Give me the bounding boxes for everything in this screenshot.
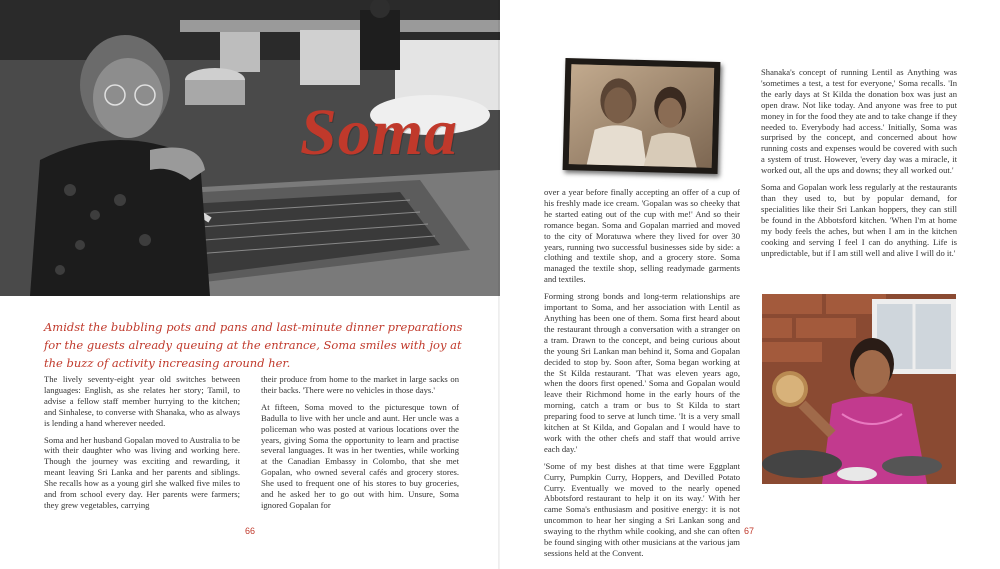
left-column-2 <box>261 374 459 517</box>
left-column-1 <box>44 374 240 517</box>
soma-photo-illustration <box>762 294 956 484</box>
paragraph: Soma and her husband Gopalan moved to Australia to be with their daughter who was living and working here. Though the journey was exciting and rewarding, it meant leaving Sri Lanka and her parents and siblings. She recalls how as a young girl she walked five miles to and from school every day. Her parents were farmers; they grew vegetables, carrying <box>44 434 240 510</box>
paragraph: The lively seventy-eight year old switches between languages: English, as she relates her story; Tamil, to advise a fellow staff member hurrying to the kitchen; and Sinhalese, to converse with Shanaka, who as always is lending a hand wherever needed. <box>44 374 240 428</box>
page-number-left: 66 <box>245 526 256 536</box>
paragraph: Forming strong bonds and long-term relationships are important to Soma, and her association with Lentil as Anything has been one of them. Soma first heard about the restaurant through a conversation with a stranger on a tram. Drawn to the concept, and being curious about the young Sri Lankan man behind it, Soma and Gopalan decided to stop by. Soon after, Soma began working at the St Kilda restaurant. 'That was eleven years ago, when the doors first opened.' Soma and Gopalan would leave their Richmond home in the early hours of the morning, catch a tram or bus to St Kilda to start preparing food to serve at lunch time. 'It is a very small kitchen at St Kilda, and Gopalan and I would have to work with the other chefs and staff that would arrive each day.' <box>544 291 740 454</box>
couple-photo-illustration <box>569 64 715 168</box>
page-title: Soma <box>300 96 459 169</box>
paragraph: their produce from home to the market in large sacks on their backs. 'There were no vehicles in those days.' <box>261 374 459 395</box>
paragraph: At fifteen, Soma moved to the picturesque town of Badulla to live with her uncle and aunt. Her uncle was a policeman who was posted at various locations over the years, giving Soma the opportunity to learn and practise several languages. It was in her twenties, while working at the Canadian Embassy in Colombo, that she met Gopalan, who owned several cafés and grocery stores. She used to frequent one of his stores to buy groceries, and he asked her to go out with him. Unsure, Soma ignored Gopalan for <box>261 401 459 510</box>
kitchen-photo <box>0 0 500 296</box>
paragraph: Shanaka's concept of running Lentil as Anything was 'sometimes a test, a test for everyone,' Soma recalls. 'In the early days at St Kilda the donation box was just an open draw. Not like today. And anyone was free to put money in for the food they ate and to take change if they needed to. Everybody had access.' Initially, Soma was surprised by the concept, and concerned about how running costs and expenses would be covered with such a system of trust. However, 'every day was a miracle, it worked out, all the ups and downs; they all worked out.' <box>761 67 957 176</box>
pull-quote: Amidst the bubbling pots and pans and last-minute dinner preparations for the guests already queuing at the entrance, Soma smiles with joy at the buzz of activity increasing around her. <box>44 320 463 370</box>
page-number-right: 67 <box>744 526 755 536</box>
paragraph: 'Some of my best dishes at that time were Eggplant Curry, Pumpkin Curry, Hoppers, and Devilled Potato Curry. Eventually we moved to the nearly opened Abbotsford restaurant to help it on its way.' With her came Soma's enthusiasm and positive energy: it is not uncommon to hear her singing a Sri Lankan song and swaying to the rhythm while cooking, and she can often be found singing with other musicians at the various jam sessions held at the Convent. <box>544 460 740 558</box>
right-column-1 <box>544 187 740 565</box>
soma-color-photo <box>762 294 956 484</box>
right-column-2 <box>761 67 957 264</box>
couple-vintage-photo <box>563 58 721 174</box>
paragraph: Soma and Gopalan work less regularly at the restaurants than they used to, but by popular demand, for specialities like their Sri Lankan hoppers, they can still be found in the Abbotsford kitchen. 'When I'm at home my body feels the aches, but when I am in the kitchen cooking and serving I feel I can do anything. Life is unpredictable, but if I am still well and alive I will do it.' <box>761 182 957 258</box>
paragraph: over a year before finally accepting an offer of a cup of his freshly made ice cream. 'Gopalan was so cheeky that he started eating out of the cup with me!' And so their romance began. Soma and Gopalan married and moved to the city of Moratuwa where they lived for over 30 years, running two successful businesses side by side: a clothing and textile shop, and a grocery store. Soma managed the textile shop, selling readymade garments and textiles. <box>544 187 740 285</box>
